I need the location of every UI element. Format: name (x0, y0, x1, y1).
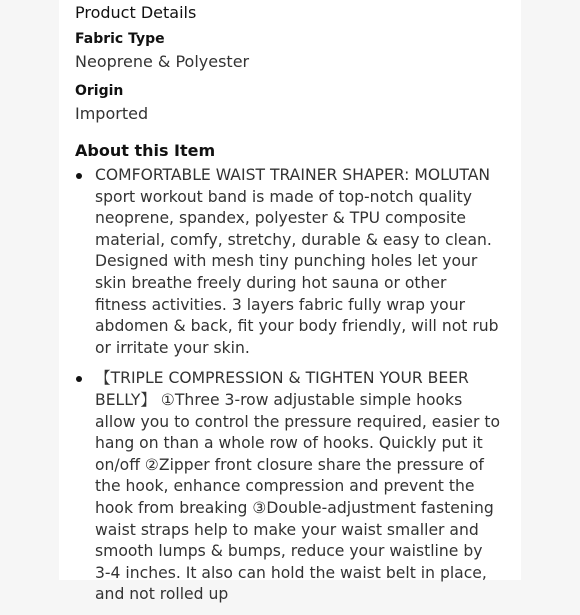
origin-label: Origin (75, 83, 124, 99)
product-content (75, 2, 501, 615)
bullet-icon (76, 173, 82, 179)
fabric-type-value: Neoprene & Polyester (75, 52, 250, 71)
list-item (75, 368, 501, 606)
bullet-icon (76, 376, 82, 382)
bullet-text: 【TRIPLE COMPRESSION & TIGHTEN YOUR BEER BELLY】 ①Three 3-row adjustable simple hooks allow you to control the pressure required, easier to hang on than a whole row of hooks. Quickly put it on/off ②Zipper front closure share the pressure of the hook, enhance compression and prevent the hook from breaking ③Double-adjustment fastening waist straps help to make your waist smaller and smooth lumps & bumps, reduce your waistline by 3-4 inches. It also can hold the waist belt in place, and not rolled up (95, 369, 501, 604)
about-item-bullets (75, 165, 501, 606)
fabric-type-label: Fabric Type (75, 31, 165, 47)
product-page (59, 0, 521, 604)
origin-value: Imported (75, 104, 149, 123)
bullet-text: COMFORTABLE WAIST TRAINER SHAPER: MOLUTAN sport workout band is made of top-notch quality neoprene, spandex, polyester & TPU composite material, comfy, stretchy, durable & easy to clean. Designed with mesh tiny punching holes let your skin breathe freely during hot sauna or other fitness activities. 3 layers fabric fully wrap your abdomen & back, fit your body friendly, will not rub or irritate your skin. (95, 166, 499, 357)
product-details-heading: Product Details (75, 3, 197, 22)
list-item (75, 165, 501, 359)
about-item-heading: About this Item (75, 141, 216, 160)
